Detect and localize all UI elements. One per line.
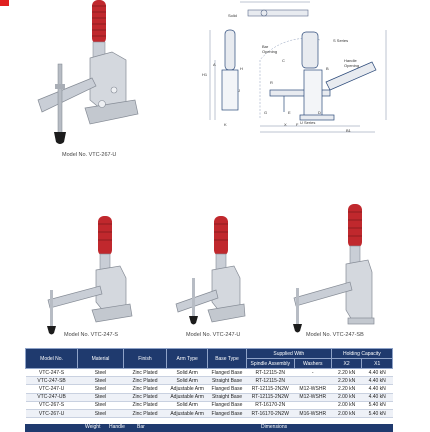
table-cell-x1: 4.40 kN: [362, 377, 393, 385]
table-cell-x1: 4.40 kN: [362, 393, 393, 401]
table-cell-x1: 5.40 kN: [362, 401, 393, 409]
table-cell-x1: 4.40 kN: [362, 369, 393, 377]
spindle: [192, 278, 195, 318]
header-spindle-assembly: Spindle Assembly: [246, 359, 294, 369]
table-cell-x2: 2.20 kN: [331, 385, 362, 393]
header-arm-type: Arm Type: [167, 349, 208, 369]
spindle-nut: [55, 84, 65, 89]
header-supplied-with: Supplied With: [246, 349, 331, 359]
table-cell-washers: M12-WSHR: [294, 393, 331, 401]
table-row: [26, 401, 393, 409]
table-cell-arm: Adjustable Arm: [167, 385, 208, 393]
label-f: F: [296, 122, 299, 127]
table-cell-finish: Zinc Plated: [123, 393, 166, 401]
table-cell-model: VTC-267-U: [26, 409, 78, 417]
header-washers: Washers: [294, 359, 331, 369]
spindle: [296, 288, 299, 326]
table-cell-material: Steel: [78, 393, 124, 401]
table-cell-x2: 2.00 kN: [331, 401, 362, 409]
table-cell-model: VTC-247-UB: [26, 393, 78, 401]
header-handle: Handle: [109, 424, 125, 430]
profile-outline: [248, 10, 308, 16]
table-cell-material: Steel: [78, 377, 124, 385]
label-d: D: [318, 110, 321, 115]
handle-elevation: [225, 30, 235, 70]
label-handle-opening: Handle Opening: [344, 58, 360, 68]
table-cell-x2: 2.20 kN: [331, 377, 362, 385]
header-material: Material: [78, 349, 124, 369]
label-u-series: U Series: [300, 120, 316, 125]
table-cell-spindle: RT-16170-2N2W: [246, 409, 294, 417]
red-handle-grip: [214, 216, 228, 256]
clamp-arm: [38, 78, 96, 112]
table-cell-x2: 2.20 kN: [331, 369, 362, 377]
table-cell-finish: Zinc Plated: [123, 385, 166, 393]
table-cell-material: Steel: [78, 385, 124, 393]
table-cell-spindle: RT-12115-2N: [246, 369, 294, 377]
table-cell-washers: [294, 401, 331, 409]
table-cell-washers: [294, 377, 331, 385]
table-cell-arm: Solid Arm: [167, 377, 208, 385]
table-cell-material: Steel: [78, 409, 124, 417]
header-dimensions: Dimensions: [261, 424, 288, 430]
table-cell-model: VTC-247-SB: [26, 377, 78, 385]
table-cell-arm: Solid Arm: [167, 369, 208, 377]
header-base-type: Base Type: [208, 349, 247, 369]
table-cell-base: Straight Base: [208, 377, 247, 385]
header-bar: Bar: [137, 424, 145, 430]
header-finish: Finish: [123, 349, 166, 369]
figure-caption: Model No. VTC-267-U: [62, 152, 117, 158]
table-cell-model: VTC-247-U: [26, 385, 78, 393]
table-header-row: [26, 349, 393, 359]
red-handle-grip: [92, 0, 106, 44]
label-x: X: [284, 122, 287, 127]
red-handle-grip: [98, 216, 112, 256]
table-cell-base: Flanged Base: [208, 409, 247, 417]
technical-drawing: [200, 0, 400, 140]
flanged-base: [85, 100, 138, 124]
clamp-image-vtc-247-u: [172, 212, 247, 337]
spindle: [58, 64, 62, 134]
straight-base: [348, 318, 374, 324]
label-solid: Solid: [228, 13, 237, 18]
table-cell-arm: Adjustable Arm: [167, 393, 208, 401]
label-s-series: S Series: [333, 38, 349, 43]
handle-upright: [302, 32, 318, 68]
flanged-base: [208, 304, 245, 322]
rubber-tip: [47, 326, 56, 335]
solid-arm: [48, 286, 102, 308]
table-row: [26, 369, 393, 377]
table-cell-x1: 4.40 kN: [362, 385, 393, 393]
table-cell-x1: 5.40 kN: [362, 409, 393, 417]
header-x2: X2: [331, 359, 362, 369]
rubber-tip: [54, 132, 66, 144]
clamp-image-vtc-247-s: [40, 212, 135, 337]
rubber-tip: [293, 324, 302, 333]
red-handle-grip: [348, 204, 362, 248]
red-corner-marker: [0, 0, 9, 6]
table-row: [26, 393, 393, 401]
body-elevation: [222, 70, 238, 110]
table-cell-model: VTC-247-S: [26, 369, 78, 377]
spindle: [50, 290, 53, 328]
table-cell-base: Straight Base: [208, 393, 247, 401]
table-cell-base: Flanged Base: [208, 369, 247, 377]
table-cell-finish: Zinc Plated: [123, 377, 166, 385]
header-holding-capacity: Holding Capacity: [331, 349, 392, 359]
figure-caption: Model No. VTC-247-U: [186, 332, 241, 338]
table-cell-washers: M16-WSHR: [294, 409, 331, 417]
rubber-tip: [189, 316, 198, 325]
flanged-base: [92, 304, 132, 322]
header-model: Model No.: [26, 349, 78, 369]
table-cell-washers: M12-WSHR: [294, 385, 331, 393]
table-row: [26, 409, 393, 417]
label-e: E: [288, 110, 291, 115]
label-bar-opening: Bar Opening: [262, 44, 278, 54]
clamp-body: [90, 52, 126, 110]
table-cell-arm: Solid Arm: [167, 401, 208, 409]
table-cell-material: Steel: [78, 401, 124, 409]
label-b1: B1: [346, 128, 351, 133]
table-cell-x2: 2.00 kN: [331, 409, 362, 417]
label-h1: H1: [202, 72, 208, 77]
table-cell-finish: Zinc Plated: [123, 409, 166, 417]
spec-table-body: [26, 369, 393, 418]
label-j: J: [238, 88, 240, 93]
label-g: G: [264, 110, 268, 115]
table-cell-material: Steel: [78, 369, 124, 377]
table-cell-x2: 2.00 kN: [331, 393, 362, 401]
spec-table: [25, 348, 393, 418]
label-h: H: [240, 66, 243, 71]
clamp-image-vtc-267-u: [30, 0, 145, 148]
figure-caption: Model No. VTC-247-S: [64, 332, 119, 338]
clamp-image-vtc-247-sb: [284, 202, 379, 337]
table-cell-spindle: RT-12115-2N2W: [246, 393, 294, 401]
table-cell-model: VTC-267-S: [26, 401, 78, 409]
pivot-rivet: [111, 87, 117, 93]
label-a: A: [213, 62, 216, 67]
table-cell-finish: Zinc Plated: [123, 401, 166, 409]
header-x1: X1: [362, 359, 393, 369]
table-cell-washers: -: [294, 369, 331, 377]
table-row: [26, 377, 393, 385]
label-r: R: [270, 80, 273, 85]
table-cell-spindle: RT-16170-2N: [246, 401, 294, 409]
solid-arm: [294, 282, 352, 306]
figure-caption: Model No. VTC-247-SB: [306, 332, 364, 338]
header-weight: Weight: [85, 424, 101, 430]
table-cell-spindle: RT-12115-2N2W: [246, 385, 294, 393]
label-c: C: [282, 58, 285, 63]
table-cell-finish: Zinc Plated: [123, 369, 166, 377]
label-k: K: [224, 122, 227, 127]
table-cell-base: Flanged Base: [208, 385, 247, 393]
table-row: [26, 385, 393, 393]
label-b: B: [326, 66, 329, 71]
pivot-rivet: [99, 101, 106, 108]
table-cell-base: Flanged Base: [208, 401, 247, 409]
dimensions-header-bar: [25, 424, 393, 432]
table-cell-arm: Adjustable Arm: [167, 409, 208, 417]
table-cell-spindle: RT-12115-2N: [246, 377, 294, 385]
